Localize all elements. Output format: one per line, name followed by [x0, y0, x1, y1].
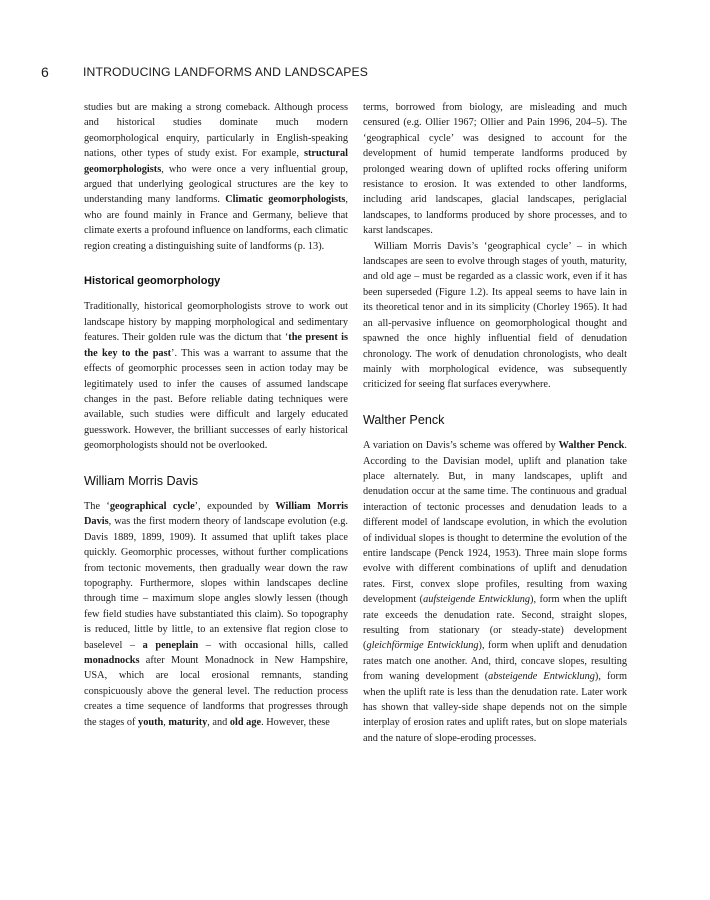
right-column	[363, 100, 627, 746]
running-title: INTRODUCING LANDFORMS AND LANDSCAPES	[83, 65, 369, 79]
heading-walther-penck: Walther Penck	[363, 412, 445, 427]
paragraph-davis-classic: William Morris Davis’s ‘geographical cycle’ – in which landscapes are seen to evolve through stages of youth, maturity, and old age – must be regarded as a classic work, even if it has been superseded (Figure 1.2). Its appeal seems to have lain in its theoretical tenor and in its simplicity (Chorley 1965). It had an all-pervasive influence on geomorphological thought and spawned the once highly influential field of denudation chronology. The work of denudation chronologists, who dealt mainly with morphological evidence, was subsequently criticized for seeing flat surfaces everywhere.	[363, 240, 627, 391]
page-header	[41, 64, 641, 84]
heading-historical-geomorphology: Historical geomorphology	[84, 275, 221, 288]
left-column	[84, 100, 348, 730]
paragraph-structural-climatic: studies but are making a strong comeback. Although process and historical studies dominate much modern geomorphological enquiry, particularly in English-speaking nations, other types of study exist. For example, structural geomorphologists, who were once a very influential group, argued that underlying geological structures are the key to understanding many landforms. Climatic geomorphologists, who are found mainly in France and Germany, believe that climate exerts a profound influence on landforms, each climatic region creating a distinguishing suite of landforms (p. 13).	[84, 102, 348, 252]
term-structural-geomorphologists: structural geomorphologists	[84, 148, 348, 175]
page-number: 6	[41, 64, 49, 80]
heading-william-morris-davis: William Morris Davis	[84, 473, 199, 488]
term-climatic-geomorphologists: Climatic geomorphologists	[225, 194, 346, 206]
term-present-key-past: the present is the key to the past	[84, 332, 348, 359]
paragraph-davis: The ‘geographical cycle’, expounded by William Morris Davis, was the first modern theory of landscape evolution (e.g. Davis 1889, 1899, 1909). It assumed that uplift takes place quickly. Geomorphic processes, without further complications from tectonic movements, then gradually wear down the raw topography. Furthermore, slopes within landscapes decline through time – maximum slope angles slowly lessen (though few field studies have substantiated this claim). So topography is reduced, little by little, to an extensive flat region close to baselevel – a peneplain – with occasional hills, called monadnocks after Mount Monadnock in New Hampshire, USA, which are local erosional remnants, standing conspicuously above the general level. The reduction process creates a time sequence of landforms that progresses through the stages of youth, maturity, and old age. However, these	[84, 500, 349, 728]
paragraph-terms-borrowed: terms, borrowed from biology, are misleading and much censured (e.g. Ollier 1967; Ollier and Pain 1996, 204–5). The ‘geographical cycle’ was designed to account for the development of humid temperate landforms produced by prolonged wearing down of uplifted rocks offering uniform resistance to erosion. It was extended to other landforms, including arid landscapes, glacial landscapes, periglacial landscapes, to landforms produced by shore processes, and to karst landscapes.	[363, 102, 627, 237]
paragraph-penck: A variation on Davis’s scheme was offered by Walther Penck. According to the Davisian model, uplift and planation take place alternately. But, in many landscapes, uplift and denudation occur at the same time. The continuous and gradual interaction of tectonic processes and denudation leads to a different model of landscape evolution, in which the evolution of individual slopes is thought to determine the evolution of the entire landscape (Penck 1924, 1953). Three main slope forms evolve with different combinations of uplift and denudation rates. First, convex slope profiles, resulting from waxing development (aufsteigende Entwicklung), form when the uplift rate exceeds the denudation rate. Second, straight slopes, resulting from stationary (or steady-state) development (gleichförmige Entwicklung), form when uplift and denudation rates match one another. And, third, concave slopes, resulting from waning development (absteigende Entwicklung), form when the uplift rate is less than the denudation rate. Later work has shown that valley-side shape depends not on the simple interplay of erosion rates and uplift rates, but on slope materials and the nature of slope-eroding processes.	[363, 440, 628, 744]
paragraph-historical: Traditionally, historical geomorphologists strove to work out landscape history by mapping morphological and sedimentary features. Their golden rule was the dictum that ‘the present is the key to the past’. This was a warrant to assume that the effects of geomorphic processes seen in action today may be legitimately used to infer the causes of assumed landscape changes in the past. Before reliable dating techniques were available, such studies were difficult and largely educated guesswork. However, the brilliant successes of early historical geomorphologists should not be overlooked.	[84, 301, 348, 452]
